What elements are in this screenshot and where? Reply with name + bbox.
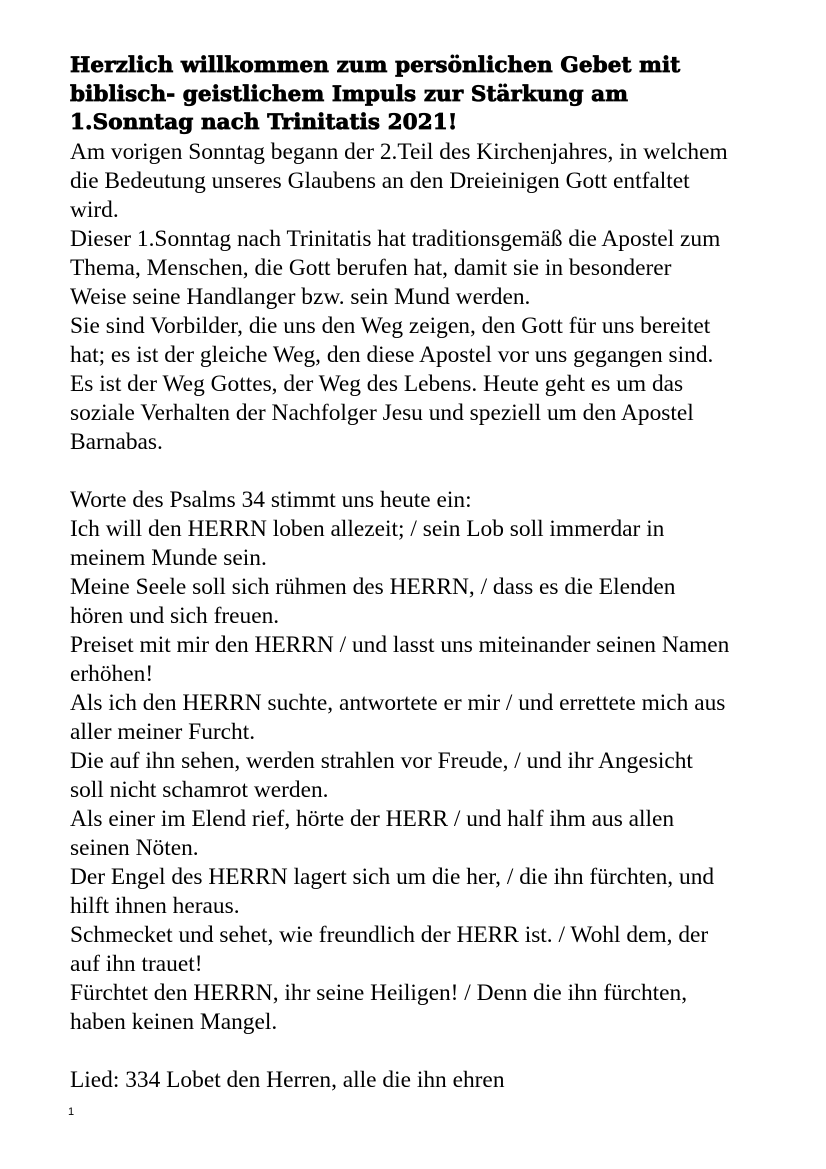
psalm-line: Preiset mit mir den HERRN / und lasst uns miteinander seinen Namen [70, 631, 730, 658]
psalm-line: Als einer im Elend rief, hörte der HERR / und half ihm aus allen [70, 805, 675, 832]
psalm-line: hilft ihnen heraus. [70, 892, 240, 919]
psalm-line: Meine Seele soll sich rühmen des HERRN, / dass es die Elenden [70, 573, 676, 600]
psalm-line: meinem Munde sein. [70, 544, 267, 571]
document-title [70, 52, 790, 138]
psalm-line: Fürchtet den HERRN, ihr seine Heiligen! / Denn die ihn fürchten, [70, 979, 688, 1006]
psalm-line: Worte des Psalms 34 stimmt uns heute ein: [70, 486, 472, 513]
paragraph-gap [70, 1037, 790, 1066]
intro-line: Weise seine Handlanger bzw. sein Mund werden. [70, 283, 531, 310]
intro-line: hat; es ist der gleiche Weg, den diese Apostel vor uns gegangen sind. [70, 341, 714, 368]
song-paragraph [70, 1066, 790, 1095]
psalm-line: Schmecket und sehet, wie freundlich der HERR ist. / Wohl dem, der [70, 921, 709, 948]
psalm-line: erhöhen! [70, 660, 154, 687]
intro-paragraph [70, 138, 790, 457]
title-line: Herzlich willkommen zum persönlichen Gebet mit [70, 53, 681, 78]
psalm-line: seinen Nöten. [70, 834, 199, 861]
paragraph-gap [70, 457, 790, 486]
psalm-line: aller meiner Furcht. [70, 718, 256, 745]
psalm-line: Ich will den HERRN loben allezeit; / sein Lob soll immerdar in [70, 515, 665, 542]
intro-line: Thema, Menschen, die Gott berufen hat, damit sie in besonderer [70, 254, 672, 281]
psalm-paragraph [70, 486, 790, 1037]
intro-line: wird. [70, 196, 119, 223]
intro-line: soziale Verhalten der Nachfolger Jesu und speziell um den Apostel [70, 399, 694, 426]
title-line: 1.Sonntag nach Trinitatis 2021! [70, 110, 458, 135]
intro-line: Es ist der Weg Gottes, der Weg des Lebens. Heute geht es um das [70, 370, 684, 397]
psalm-line: hören und sich freuen. [70, 602, 280, 629]
song-line: Lied: 334 Lobet den Herren, alle die ihn ehren [70, 1066, 505, 1093]
psalm-line: soll nicht schamrot werden. [70, 776, 329, 803]
intro-line: Dieser 1.Sonntag nach Trinitatis hat traditionsgemäß die Apostel zum [70, 225, 721, 252]
intro-line: Barnabas. [70, 428, 163, 455]
page-number: 1 [68, 1106, 75, 1118]
intro-line: Am vorigen Sonntag begann der 2.Teil des Kirchenjahres, in welchem [70, 138, 728, 165]
psalm-line: auf ihn trauet! [70, 950, 203, 977]
psalm-line: Die auf ihn sehen, werden strahlen vor Freude, / und ihr Angesicht [70, 747, 693, 774]
psalm-line: Der Engel des HERRN lagert sich um die her, / die ihn fürchten, und [70, 863, 715, 890]
intro-line: die Bedeutung unseres Glaubens an den Dreieinigen Gott entfaltet [70, 167, 690, 194]
psalm-line: haben keinen Mangel. [70, 1008, 278, 1035]
document-page [70, 52, 790, 1095]
title-line: biblisch- geistlichem Impuls zur Stärkung am [70, 81, 629, 107]
psalm-line: Als ich den HERRN suchte, antwortete er mir / und errettete mich aus [70, 689, 726, 716]
intro-line: Sie sind Vorbilder, die uns den Weg zeigen, den Gott für uns bereitet [70, 312, 711, 339]
